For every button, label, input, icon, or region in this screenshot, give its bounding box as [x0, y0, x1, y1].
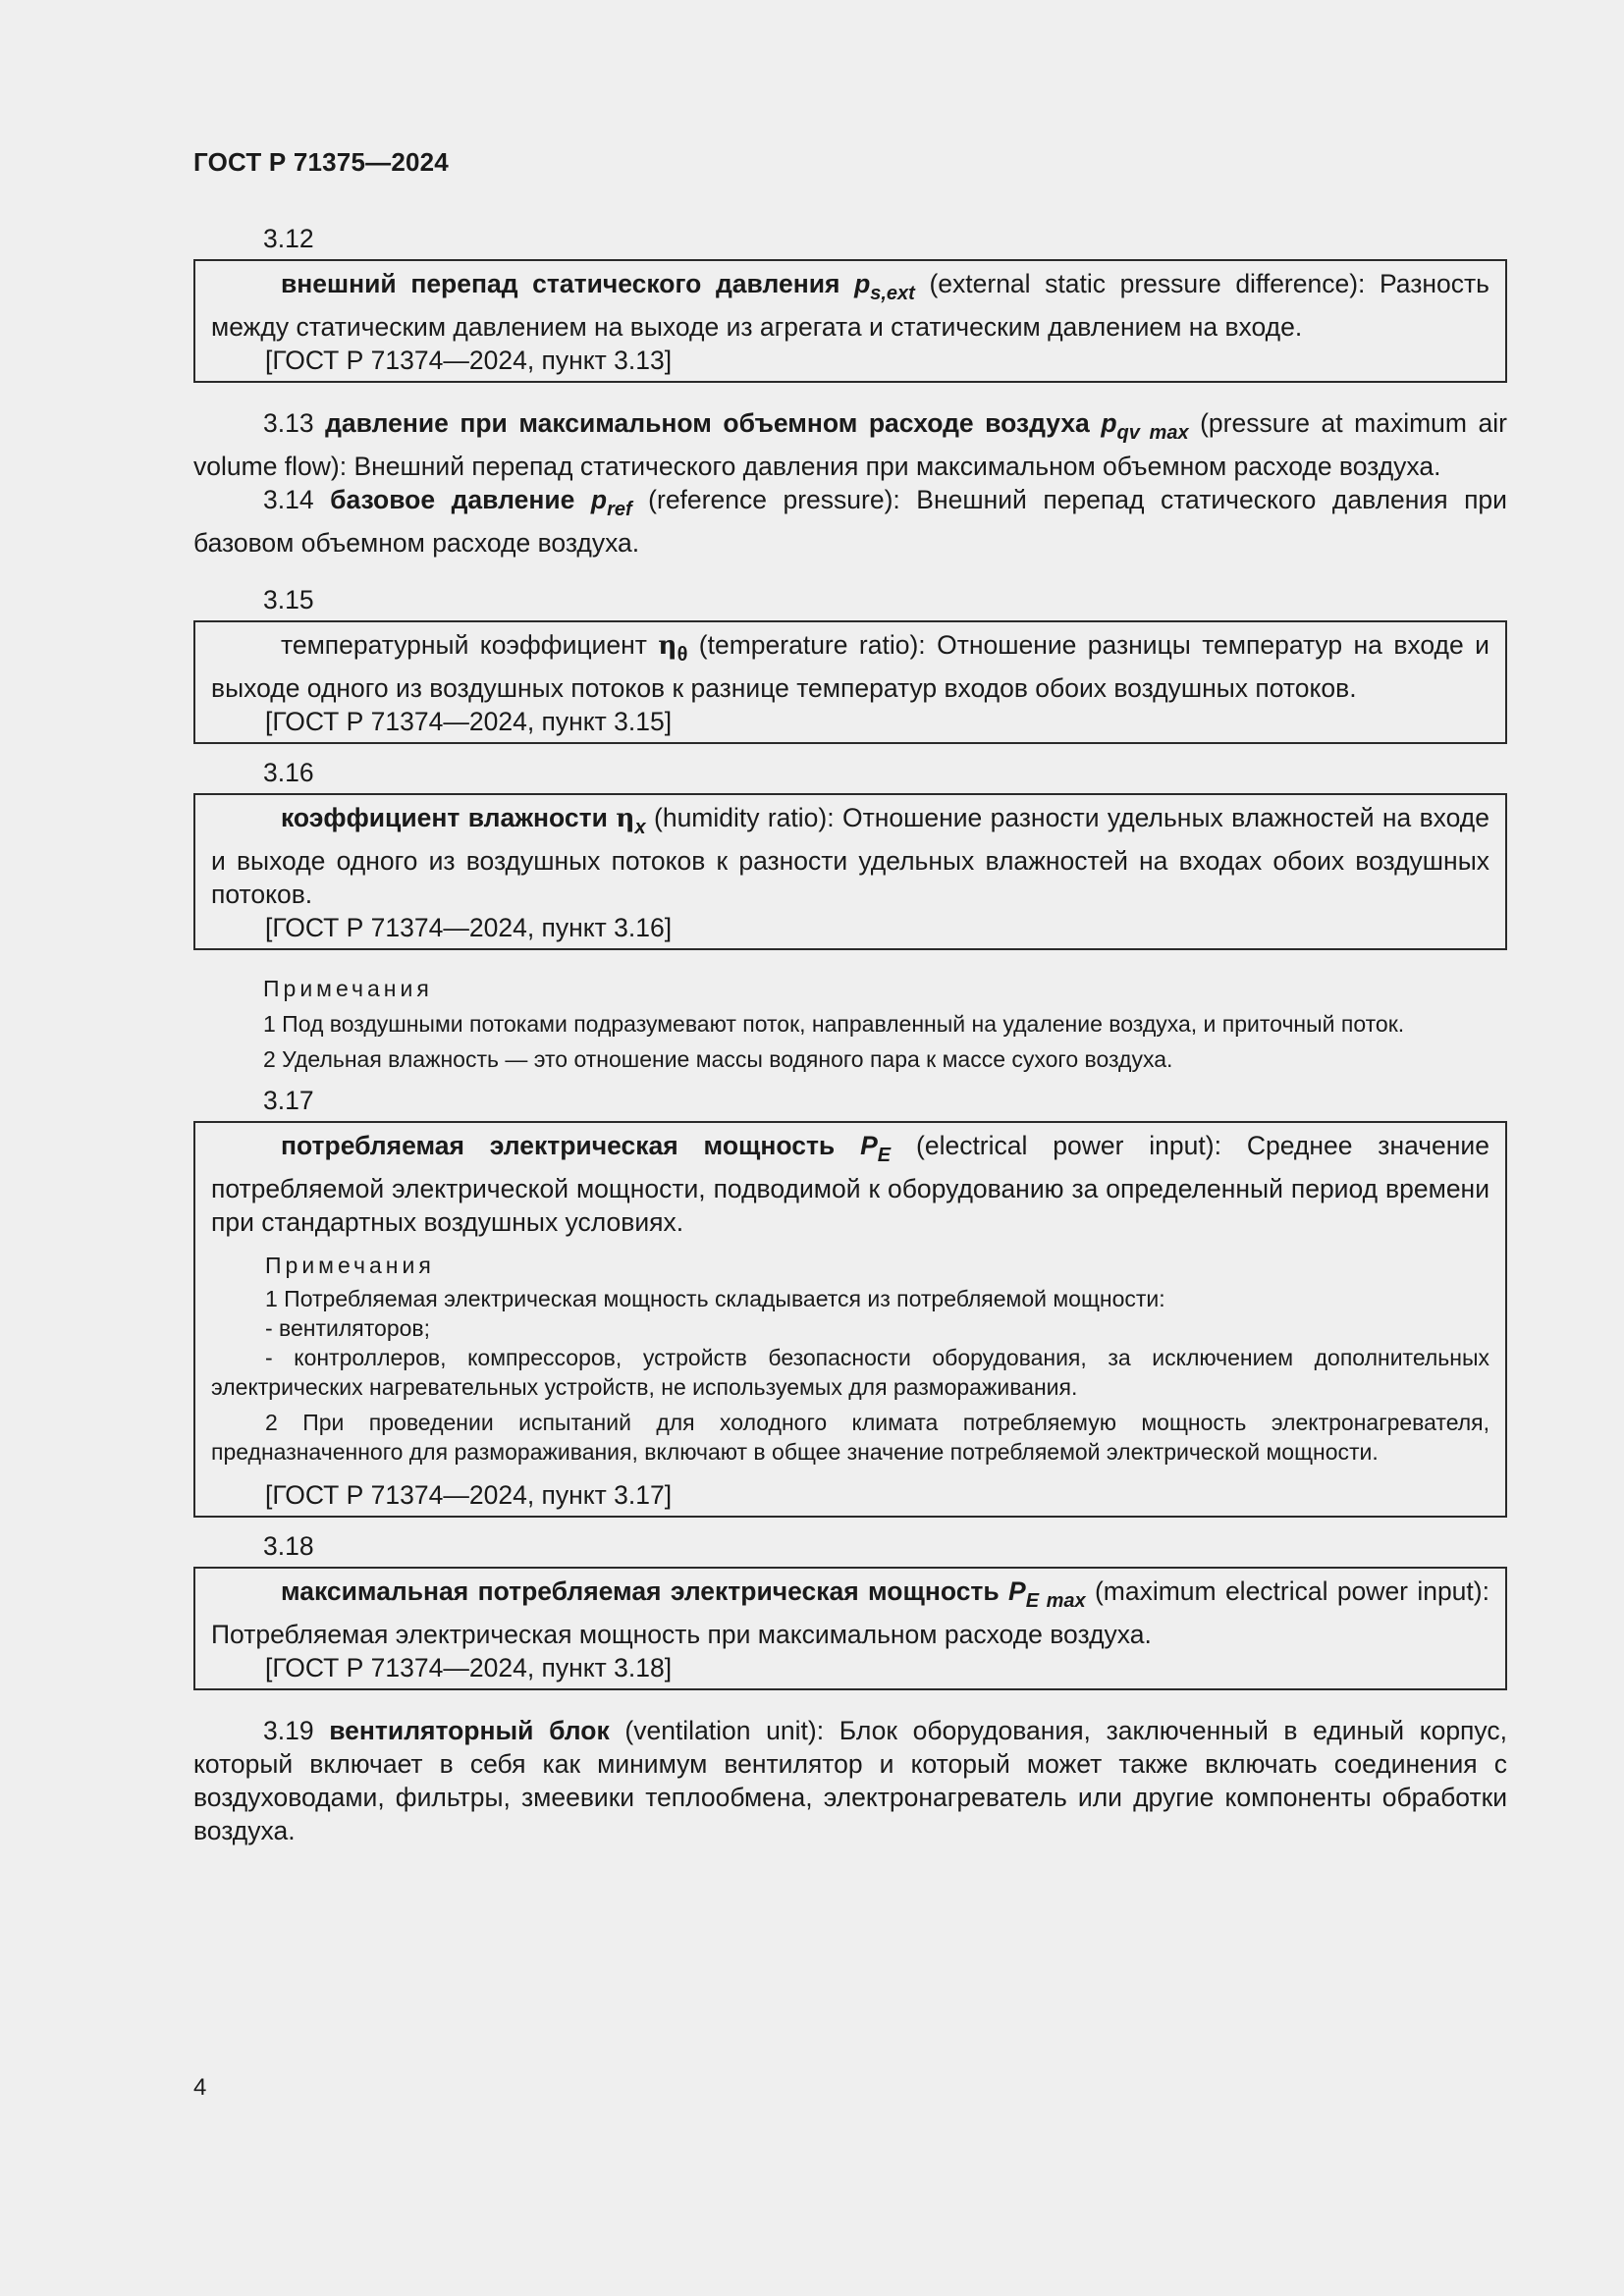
term-reference: [ГОСТ Р 71374—2024, пункт 3.17] — [265, 1480, 673, 1510]
term-definition-3-16 — [211, 801, 1489, 911]
term-name: коэффициент влажности — [281, 803, 608, 832]
term-reference: [ГОСТ Р 71374—2024, пункт 3.15] — [265, 707, 673, 736]
note-item: 1 Потребляемая электрическая мощность складывается из потребляемой мощности: — [265, 1286, 1165, 1311]
term-english: (temperature ratio): — [698, 630, 926, 660]
term-definition-3-15 — [211, 628, 1489, 705]
notes-title: Примечания — [265, 1253, 435, 1278]
term-number-3-15: 3.15 — [263, 585, 314, 614]
term-definition-text: Отношение разницы температур на входе и выходе одного из воздушных потоков к разнице температур входов обоих воздушных потоков. — [211, 630, 1489, 703]
term-symbol-subscript: E max — [1025, 1590, 1086, 1612]
term-english: (electrical power input): — [916, 1131, 1221, 1160]
term-definition-3-19 — [193, 1714, 1507, 1847]
term-name: базовое давление — [330, 485, 575, 514]
term-number-3-19: 3.19 — [263, 1716, 314, 1745]
term-definition-text: Блок оборудования, заключенный в единый корпус, который включает в себя как минимум вентилятор и который может также включать соединения с воздуховодами, фильтры, змеевики теплообмена, электронагреватель или другие компоненты обработки воздуха. — [193, 1716, 1507, 1845]
term-symbol: η — [658, 630, 677, 661]
term-name: вентиляторный блок — [329, 1716, 610, 1745]
term-box-3-17 — [193, 1121, 1507, 1518]
term-definition-3-18 — [211, 1575, 1489, 1651]
term-english: (reference pressure): — [648, 485, 900, 514]
term-definition-text: Разность между статическим давлением на выходе из агрегата и статическим давлением на входе. — [211, 269, 1489, 342]
document-body — [193, 222, 1507, 1847]
term-english: (pressure at maximum air volume flow): — [193, 408, 1507, 481]
term-number-3-17: 3.17 — [263, 1086, 314, 1115]
term-number-3-18: 3.18 — [263, 1531, 314, 1561]
term-name: потребляемая электрическая мощность — [281, 1131, 836, 1160]
term-name: температурный коэффициент — [281, 630, 647, 660]
term-symbol: p — [854, 269, 871, 298]
term-number-3-14: 3.14 — [263, 485, 314, 514]
note-item: 2 Удельная влажность — это отношение массы водяного пара к массе сухого воздуха. — [263, 1046, 1173, 1072]
term-definition-text: Внешний перепад статического давления при базовом объемном расходе воздуха. — [193, 485, 1507, 558]
term-symbol-subscript: x — [634, 817, 646, 838]
term-symbol: η — [616, 803, 635, 833]
term-name: давление при максимальном объемном расходе воздуха — [325, 408, 1090, 438]
term-box-3-12 — [193, 259, 1507, 383]
term-definition-3-13 — [193, 406, 1507, 483]
term-definition-3-17 — [211, 1129, 1489, 1239]
term-english: (humidity ratio): — [654, 803, 835, 832]
term-symbol: p — [1101, 408, 1117, 438]
note-item: 1 Под воздушными потоками подразумевают поток, направленный на удаление воздуха, и приточный поток. — [263, 1011, 1405, 1037]
notes-title: Примечания — [263, 976, 433, 1001]
term-reference: [ГОСТ Р 71374—2024, пункт 3.16] — [265, 913, 673, 942]
term-english: (external static pressure difference): — [929, 269, 1366, 298]
term-reference: [ГОСТ Р 71374—2024, пункт 3.13] — [265, 346, 673, 375]
term-symbol-subscript: E — [877, 1145, 892, 1166]
term-symbol: P — [860, 1131, 878, 1160]
term-box-3-18 — [193, 1567, 1507, 1690]
term-name: максимальная потребляемая электрическая мощность — [281, 1576, 1000, 1606]
term-english: (maximum electrical power input): — [1094, 1576, 1489, 1606]
term-box-3-16 — [193, 793, 1507, 950]
term-definition-text: Внешний перепад статического давления при максимальном объемном расходе воздуха. — [353, 452, 1441, 481]
term-box-3-15 — [193, 620, 1507, 744]
term-definition-3-12 — [211, 267, 1489, 344]
term-number-3-12: 3.12 — [263, 224, 314, 253]
term-definition-text: Потребляемая электрическая мощность при максимальном расходе воздуха. — [211, 1620, 1152, 1649]
term-symbol-subscript: qv max — [1116, 422, 1189, 444]
term-symbol: P — [1008, 1576, 1026, 1606]
note-item: 2 При проведении испытаний для холодного климата потребляемую мощность электронагревателя, предназначенного для размораживания, включают в общее значение потребляемой электрической мощности. — [211, 1410, 1489, 1465]
term-symbol-subscript: θ — [677, 644, 688, 666]
term-number-3-13: 3.13 — [263, 408, 314, 438]
term-symbol: p — [590, 485, 608, 514]
term-definition-3-14 — [193, 483, 1507, 560]
term-symbol-subscript: s,ext — [870, 283, 915, 304]
term-number-3-16: 3.16 — [263, 758, 314, 787]
document-header: ГОСТ Р 71375—2024 — [193, 147, 449, 177]
term-name: внешний перепад статического давления — [281, 269, 840, 298]
term-symbol-subscript: ref — [607, 499, 632, 520]
term-english: (ventilation unit): — [624, 1716, 825, 1745]
term-reference: [ГОСТ Р 71374—2024, пункт 3.18] — [265, 1653, 673, 1682]
note-dash-item: - контроллеров, компрессоров, устройств безопасности оборудования, за исключением дополнительных электрических нагревательных устройств, не используемых для размораживания. — [211, 1345, 1489, 1400]
page-number: 4 — [193, 2074, 207, 2101]
note-dash-item: - вентиляторов; — [265, 1315, 431, 1341]
term-definition-text: Отношение разности удельных влажностей на входе и выходе одного из воздушных потоков к разности удельных влажностей на входах обоих воздушных потоков. — [211, 803, 1489, 909]
term-definition-text: Среднее значение потребляемой электрической мощности, подводимой к оборудованию за определенный период времени при стандартных воздушных условиях. — [211, 1131, 1489, 1237]
